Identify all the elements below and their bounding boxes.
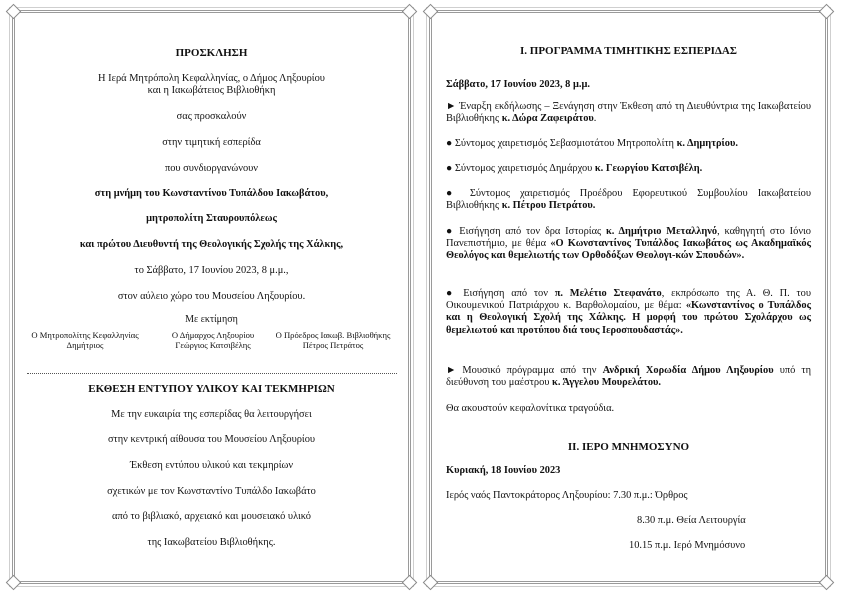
date-line: το Σάββατο, 17 Ιουνίου 2023, 8 μ.μ.,	[134, 265, 289, 276]
signature-metropolitan	[15, 330, 155, 350]
item-text: Σύντομος χαιρετισμός Σεβασμιοτάτου Μητροπολίτη	[452, 138, 677, 149]
speaker-name: κ. Γεωργίου Κατσιβέλη.	[594, 163, 703, 174]
signature-role: Ο Πρόεδρος Ιακωβ. Βιβλιοθήκης	[275, 330, 391, 340]
item-text: Εισήγηση από τον δρα Ιστορίας	[454, 226, 606, 237]
program-title: Ι. ΠΡΟΓΡΑΜΜΑ ΤΙΜΗΤΙΚΗΣ ΕΣΠΕΡΙΔΑΣ	[520, 45, 737, 57]
program-item	[446, 163, 811, 175]
speaker-name: π. Μελέτιο Στεφανάτο	[554, 288, 662, 299]
program-item	[446, 138, 811, 150]
corner-ornament	[423, 575, 439, 591]
exhibition-line: της Ιακωβατείου Βιβλιοθήκης.	[147, 537, 276, 548]
invitation-title: ΠΡΟΣΚΛΗΣΗ	[175, 47, 248, 59]
invite-line: σας προσκαλούν	[176, 111, 247, 122]
program-item	[446, 288, 811, 337]
signature-name: Πέτρος Πετράτος	[302, 340, 364, 350]
service-line: 8.30 π.μ. Θεία Λειτουργία	[637, 515, 746, 526]
corner-ornament	[423, 4, 439, 20]
organize-line: που συνδιοργανώνουν	[164, 163, 258, 174]
dot-bullet-icon: ●	[446, 163, 453, 174]
signature-library-president	[263, 330, 403, 350]
item-text: , καθηγητή στο Ιόνιο Πανεπιστήμιο, με θέμα	[446, 226, 812, 250]
dot-bullet-icon: ●	[446, 226, 455, 237]
corner-ornament	[402, 575, 418, 591]
speaker-name: κ. Πέτρου Πετράτου.	[501, 200, 596, 212]
regards-line: Με εκτίμηση	[185, 314, 238, 325]
arrow-bullet-icon: ►	[446, 365, 457, 376]
speaker-name: κ. Δημήτριο Μεταλληνό	[605, 226, 718, 237]
exhibition-line: στην κεντρική αίθουσα του Μουσείου Ληξουρίου	[107, 434, 316, 445]
honoree-title-line: μητροπολίτη Σταυρουπόλεως	[146, 213, 277, 224]
dot-bullet-icon: ●	[446, 188, 460, 199]
service-line: Ιερός ναός Παντοκράτορος Ληξουρίου: 7.30 π.μ.: Όρθρος	[446, 490, 688, 501]
signature-role: Ο Δήμαρχος Ληξουρίου	[171, 330, 255, 340]
speaker-name: κ. Δημητρίου.	[676, 138, 738, 149]
corner-ornament	[819, 575, 835, 591]
exhibition-line: από το βιβλιακό, αρχειακό και μουσειακό υλικό	[112, 511, 311, 522]
saturday-date: Σάββατο, 17 Ιουνίου 2023, 8 μ.μ.	[446, 79, 590, 90]
event-line: στην τιμητική εσπερίδα	[162, 137, 261, 148]
signature-name: Γεώργιος Κατσιβέλης	[175, 340, 251, 350]
item-text: Εισήγηση από τον	[456, 288, 555, 299]
item-text: Μουσικό πρόγραμμα από την	[456, 365, 603, 376]
item-text: Έναρξη εκδήλωσης – Ξενάγηση στην Έκθεση από τη Διευθύντρια της Ιακωβατείου Βιβλιοθήκης	[446, 101, 811, 125]
honoree-line: στη μνήμη του Κωνσταντίνου Τυπάλδου Ιακωβάτου,	[94, 188, 329, 199]
place-line: στον αύλειο χώρο του Μουσείου Ληξουρίου.	[117, 291, 306, 302]
program-panel	[429, 10, 828, 584]
arrow-bullet-icon: ►	[446, 101, 457, 112]
corner-ornament	[6, 4, 22, 20]
item-text: Σύντομος χαιρετισμός Δημάρχου	[452, 163, 595, 174]
exhibition-line: Έκθεση εντύπου υλικού και τεκμηρίων	[129, 460, 294, 471]
signature-name: Δημήτριος	[66, 340, 104, 350]
item-text: υπό τη διεύθυνση του μαέστρου	[446, 365, 811, 389]
closing-note: Θα ακουστούν κεφαλονίτικα τραγούδια.	[446, 403, 615, 414]
intro-line: και η Ιακωβάτειος Βιβλιοθήκη	[147, 85, 276, 96]
corner-ornament	[402, 4, 418, 20]
exhibition-title: ΕΚΘΕΣΗ ΕΝΤΥΠΟΥ ΥΛΙΚΟΥ ΚΑΙ ΤΕΚΜΗΡΙΩΝ	[88, 383, 335, 395]
sunday-date: Κυριακή, 18 Ιουνίου 2023	[446, 465, 561, 476]
intro-line: Η Ιερά Μητρόπολη Κεφαλληνίας, ο Δήμος Ληξουρίου	[98, 73, 325, 84]
speaker-name: κ. Δώρα Ζαφειράτου	[501, 113, 594, 125]
invitation-panel	[12, 10, 411, 584]
corner-ornament	[819, 4, 835, 20]
program-item	[446, 365, 811, 389]
service-line: 10.15 π.μ. Ιερό Μνημόσυνο	[629, 540, 746, 551]
dot-bullet-icon: ●	[446, 138, 453, 149]
dotted-divider	[27, 373, 397, 374]
honoree-role-line: και πρώτου Διευθυντή της Θεολογικής Σχολής της Χάλκης,	[79, 239, 344, 250]
signature-role: Ο Μητροπολίτης Κεφαλληνίας	[31, 330, 139, 340]
item-text: .	[593, 113, 597, 125]
conductor-name: κ. Άγγελου Μουρελάτου.	[552, 377, 662, 389]
exhibition-line: σχετικών με τον Κωνσταντίνο Τυπάλδο Ιακωβάτο	[107, 486, 316, 497]
lecture-title: «Κωνσταντίνος ο Τυπάλδος και η Θεολογική Σχολή της Χάλκης. Η μορφή του πρώτου Σχολάρχου ως θεμελιωτού και προτύπου διά τους Ιεροσπουδαστάς».	[446, 300, 811, 336]
memorial-title: ΙΙ. ΙΕΡΟ ΜΝΗΜΟΣΥΝΟ	[567, 441, 690, 453]
item-text: , εκπρόσωπο της Α. Θ. Π. του Οικουμενικού Πατριάρχου κ. Βαρθολομαίου, με θέμα:	[446, 288, 811, 312]
corner-ornament	[6, 575, 22, 591]
choir-name: Ανδρική Χορωδία Δήμου Ληξουρίου	[602, 365, 774, 376]
lecture-title: «Ο Κωνσταντίνος Τυπάλδος Ιακωβάτος ως Ακαδημαϊκός Θεολόγος και θεμελιωτής των Ορθοδόξων Θεολογι-κών Σπουδών».	[446, 238, 811, 262]
program-item	[446, 101, 811, 125]
program-item	[446, 226, 811, 263]
signature-mayor	[153, 330, 273, 350]
program-item	[446, 188, 811, 212]
dot-bullet-icon: ●	[446, 288, 457, 299]
exhibition-line: Με την ευκαιρία της εσπερίδας θα λειτουργήσει	[111, 409, 312, 420]
item-text: Σύντομος χαιρετισμός Προέδρου Εφορευτικού Συμβουλίου Ιακωβατείου Βιβλιοθήκης	[446, 188, 811, 212]
